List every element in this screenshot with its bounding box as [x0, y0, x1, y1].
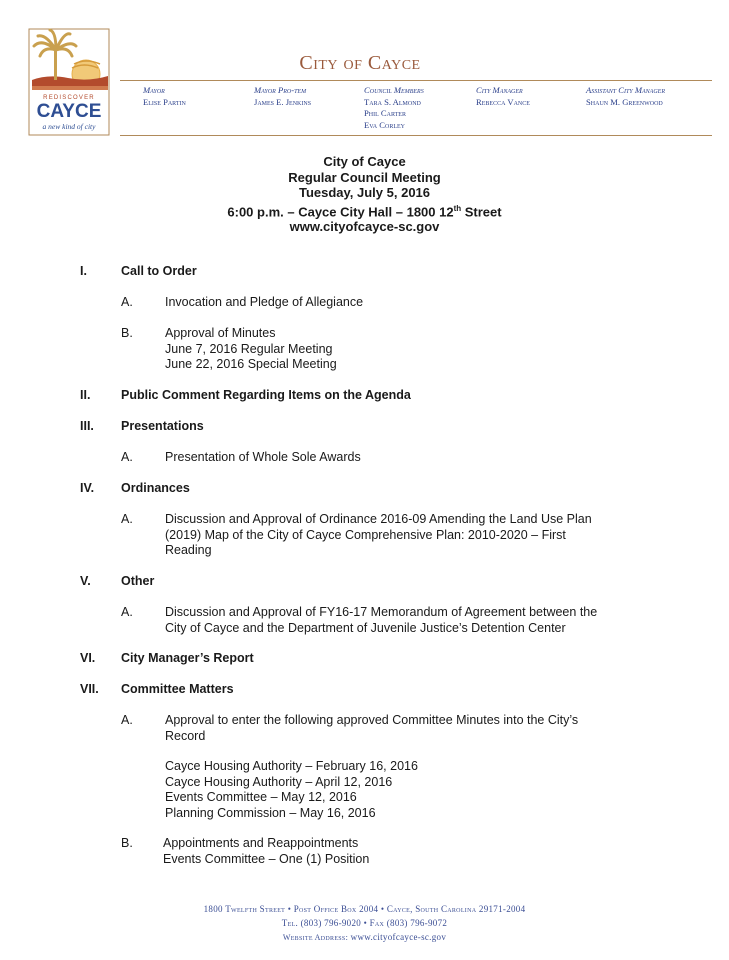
letterhead-bottom-rule: [120, 135, 712, 136]
official-role: Mayor Pro-tem: [254, 85, 307, 95]
section-title: Other: [121, 574, 155, 588]
official-name: Eva Corley: [364, 119, 406, 130]
official-role: City Manager: [476, 85, 523, 95]
footer-phone: Tel. (803) 796-9020 • Fax (803) 796-9072: [281, 918, 448, 928]
item-letter: A.: [121, 605, 133, 619]
official-role: Mayor: [143, 85, 165, 95]
footer-address: 1800 Twelfth Street • Post Office Box 2004 • Cayce, South Carolina 29171-2004: [203, 904, 526, 914]
official-role: Council Members: [364, 85, 424, 95]
section-number: I.: [80, 264, 87, 278]
list-item: Planning Commission – May 16, 2016: [165, 805, 376, 820]
list-item: Cayce Housing Authority – February 16, 2016: [165, 759, 418, 773]
logo-name: CAYCE: [36, 101, 102, 122]
heading-city: City of Cayce: [323, 154, 406, 169]
section-number: V.: [80, 574, 91, 588]
letterhead-top-rule: [120, 80, 712, 81]
city-title: City of Cayce: [299, 52, 421, 74]
item-letter: A.: [121, 295, 133, 309]
official-name: Phil Carter: [364, 108, 406, 118]
item-letter: A.: [121, 512, 133, 526]
item-text: Discussion and Approval of FY16-17 Memorandum of Agreement between the City of Cayce and the Department of Juvenile Justice’s Detention Center: [165, 605, 598, 635]
city-logo: [28, 28, 110, 136]
list-item: Events Committee – May 12, 2016: [165, 790, 357, 804]
meeting-heading: [0, 154, 729, 235]
official-name: Shaun M. Greenwood: [586, 96, 663, 107]
section-title: Call to Order: [121, 264, 197, 278]
item-text: Discussion and Approval of Ordinance 2016-09 Amending the Land Use Plan (2019) Map of the City of Cayce Comprehensive Plan: 2010-2020 – First Reading: [165, 512, 592, 557]
section-title: City Manager’s Report: [121, 651, 254, 665]
item-text: Approval of Minutes June 7, 2016 Regular Meeting June 22, 2016 Special Meeting: [165, 326, 337, 371]
section-number: III.: [80, 419, 94, 433]
section-number: VI.: [80, 651, 96, 665]
item-text: Approval to enter the following approved Committee Minutes into the City’s Record: [165, 713, 579, 743]
section-number: IV.: [80, 481, 95, 495]
section-title: Ordinances: [121, 481, 190, 495]
logo-tagline: a new kind of city: [42, 122, 96, 131]
official-assistant-city-manager: [586, 85, 665, 108]
footer-website-link[interactable]: www.cityofcayce-sc.gov: [350, 932, 447, 942]
footer-website-line: [0, 930, 729, 945]
section-number: VII.: [80, 682, 99, 696]
official-name: Elise Partin: [143, 96, 186, 107]
official-council-members: [364, 85, 424, 131]
official-city-manager: [476, 85, 530, 108]
item-letter: A.: [121, 713, 133, 727]
heading-date: Tuesday, July 5, 2016: [298, 185, 431, 200]
logo-top-text: REDISCOVER: [43, 95, 95, 101]
item-letter: B.: [121, 326, 133, 340]
section-title: Committee Matters: [121, 682, 234, 696]
item-letter: B.: [121, 836, 133, 850]
item-letter: A.: [121, 450, 133, 464]
official-name: Tara S. Almond: [364, 96, 421, 107]
item-text: Appointments and Reappointments Events Committee – One (1) Position: [163, 836, 370, 866]
heading-time-location: 6:00 p.m. – Cayce City Hall – 1800 12th Street: [227, 203, 502, 219]
list-item: Cayce Housing Authority – April 12, 2016: [165, 774, 393, 789]
official-mayor-pro-tem: [254, 85, 311, 108]
section-number: II.: [80, 388, 91, 402]
section-title: Presentations: [121, 419, 204, 433]
official-name: Rebecca Vance: [476, 96, 530, 107]
item-text: Invocation and Pledge of Allegiance: [165, 295, 364, 309]
item-text: Presentation of Whole Sole Awards: [165, 450, 361, 464]
official-role: Assistant City Manager: [586, 85, 665, 95]
letterhead-footer: [0, 902, 729, 945]
section-title: Public Comment Regarding Items on the Agenda: [121, 388, 411, 402]
footer-website-label: Website Address:: [282, 933, 349, 942]
heading-website: www.cityofcayce-sc.gov: [289, 219, 440, 235]
palmetto-sun-logo-icon: [28, 28, 110, 136]
official-name: James E. Jenkins: [254, 96, 312, 107]
heading-meeting-type: Regular Council Meeting: [288, 169, 441, 185]
committee-minutes-list: [165, 759, 655, 821]
official-mayor: [143, 85, 186, 108]
